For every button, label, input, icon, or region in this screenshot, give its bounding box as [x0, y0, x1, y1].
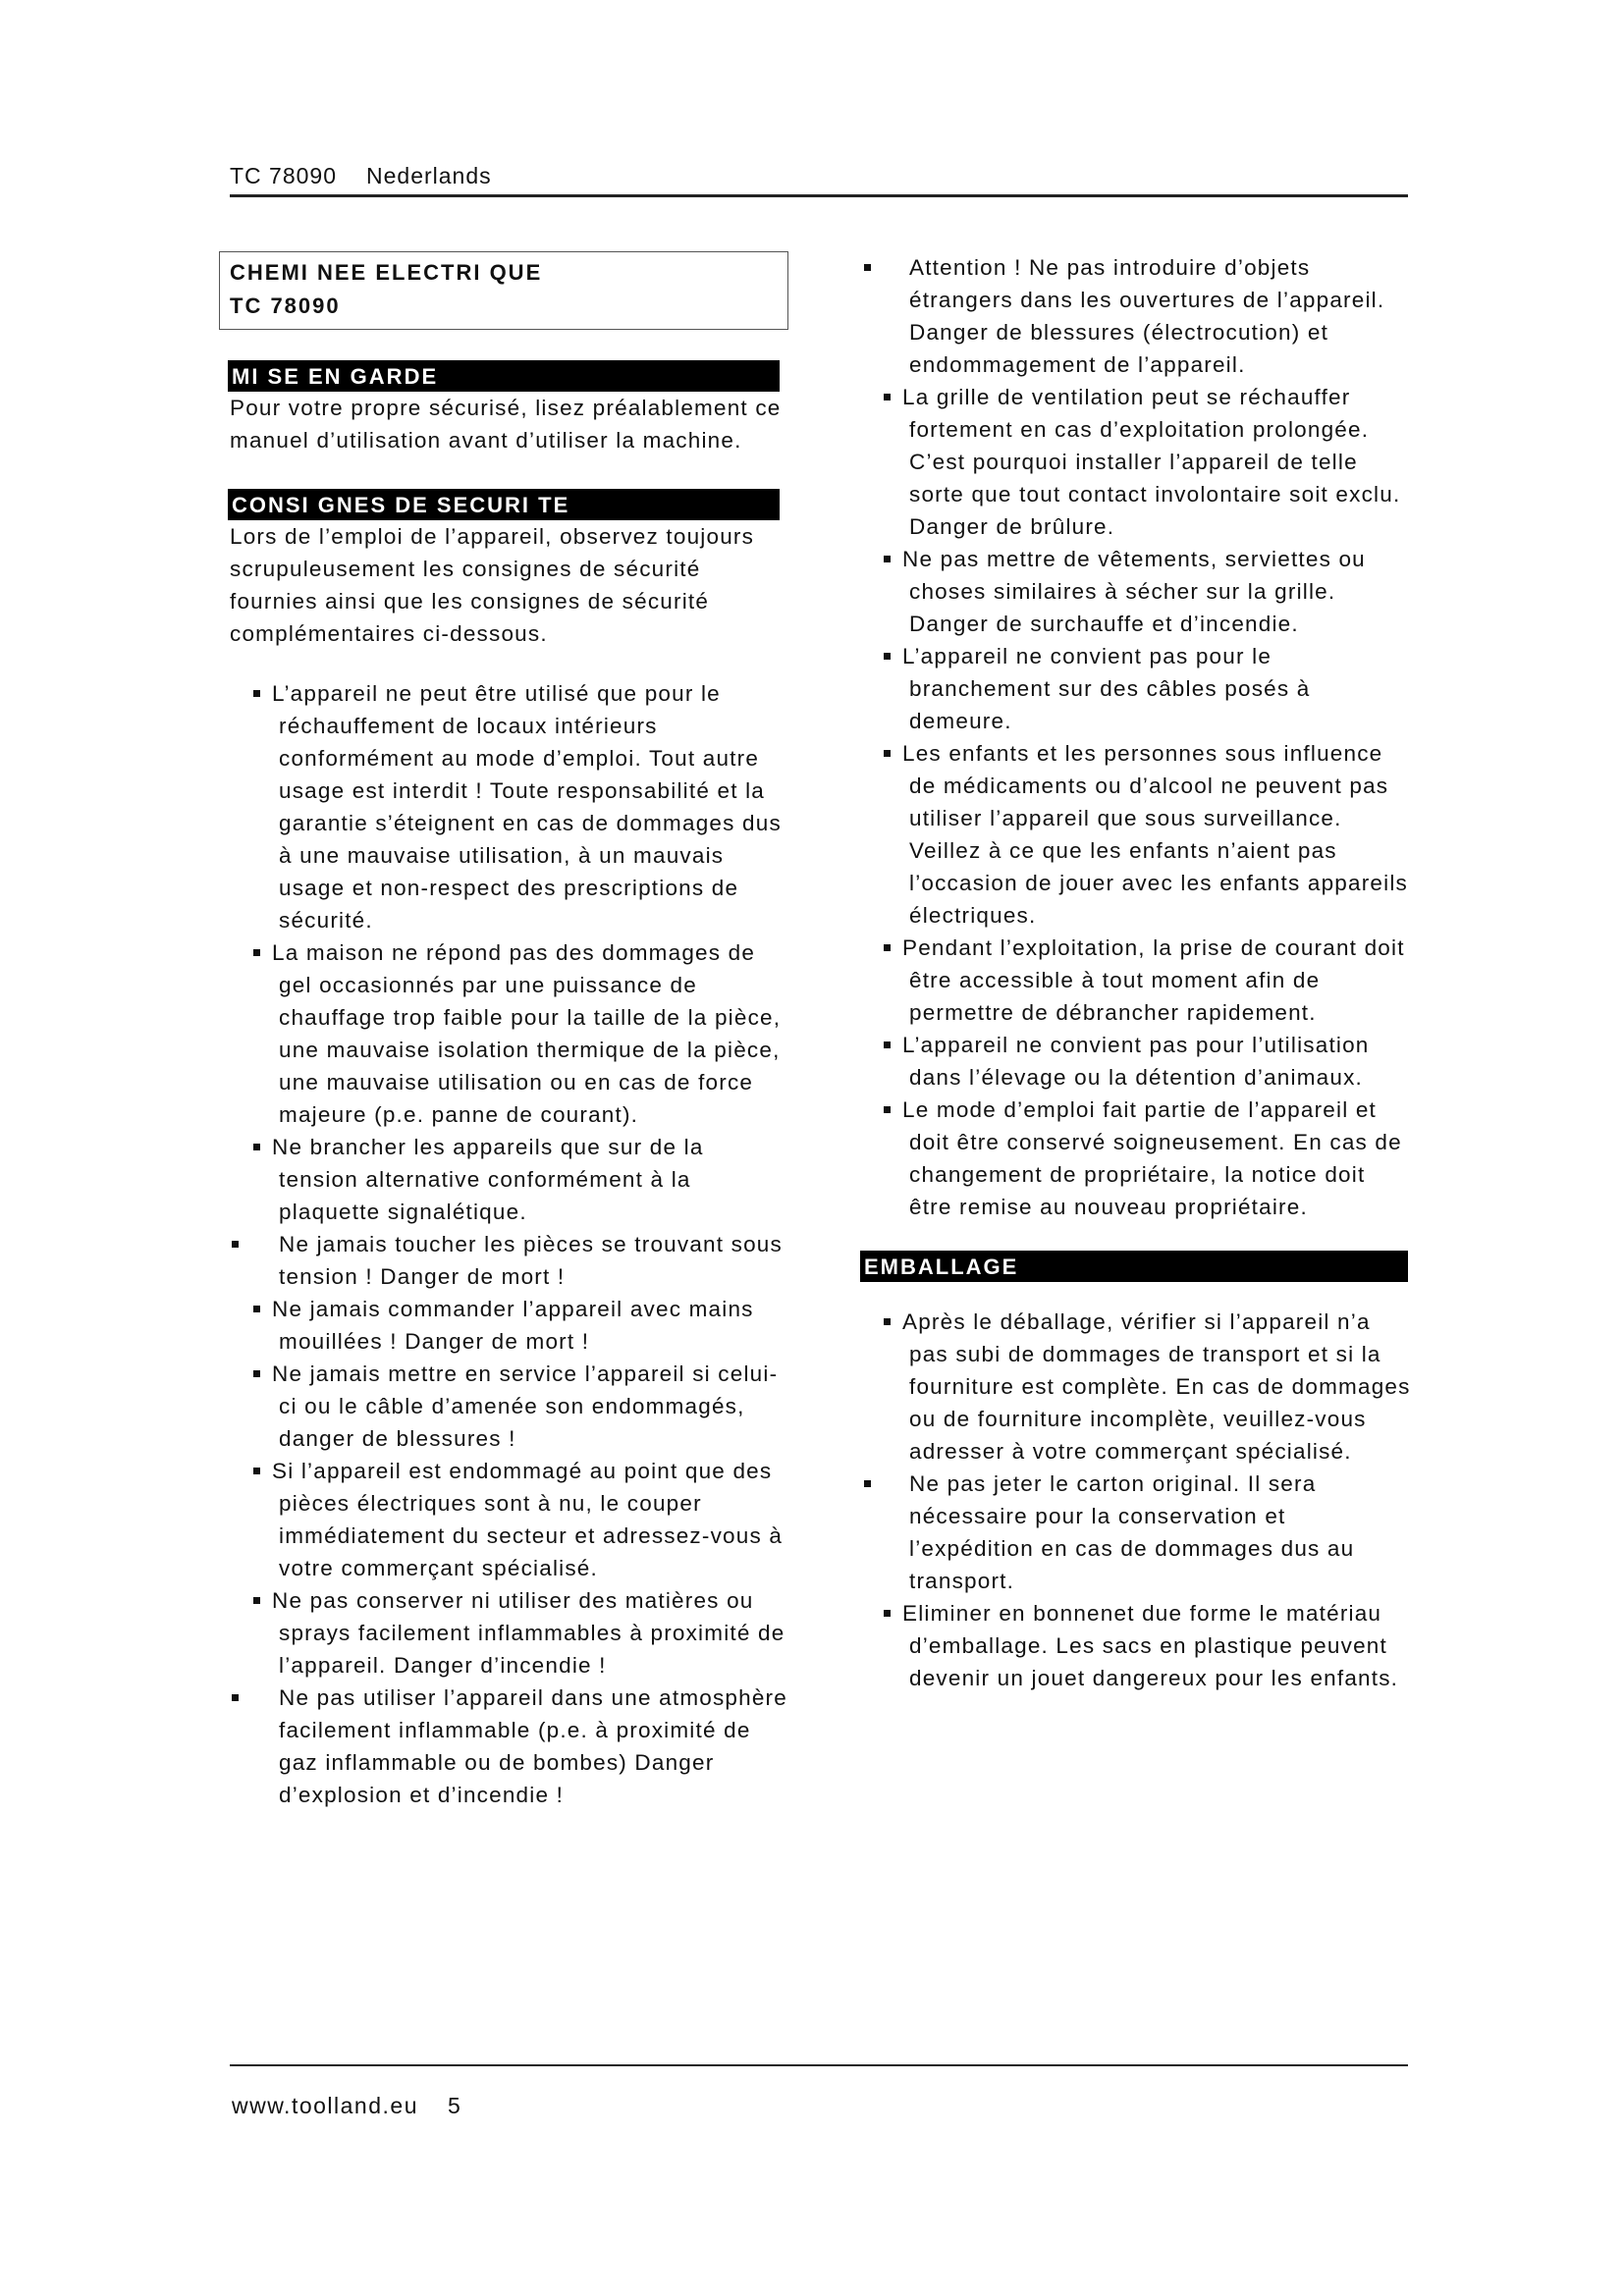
header-language: Nederlands	[366, 163, 492, 188]
mise-en-garde-text: Pour votre propre sécurisé, lisez préalablement ce manuel d’utilisation avant d’utiliser la machine.	[230, 396, 782, 453]
bullet-icon	[884, 653, 891, 660]
list-item: La maison ne répond pas des dommages de gel occasionnés par une puissance de chauffage trop faible pour la taille de la pièce, une mauvaise isolation thermique de la pièce, une mauvaise utilisation ou en cas de force majeure (p.e. panne de courant).	[230, 936, 789, 1131]
section-heading-emballage: EMBALLAGE	[860, 1251, 1408, 1282]
list-item: Eliminer en bonnenet due forme le matériau d’emballage. Les sacs en plastique peuvent devenir un jouet dangereux pour les enfants.	[862, 1597, 1412, 1694]
list-item: L’appareil ne peut être utilisé que pour le réchauffement de locaux intérieurs conformément au mode d’emploi. Tout autre usage est interdit ! Toute responsabilité et la garantie s’éteignent en cas de dommages dus à une mauvaise utilisation, à un mauvais usage et non-respect des prescriptions de sécurité.	[230, 677, 789, 936]
list-item: Ne pas mettre de vêtements, serviettes ou choses similaires à sécher sur la grille. Danger de surchauffe et d’incendie.	[862, 543, 1412, 640]
list-item: Attention ! Ne pas introduire d’objets étrangers dans les ouvertures de l’appareil. Danger de blessures (électrocution) et endommagement de l’appareil.	[862, 251, 1412, 381]
bullet-icon	[884, 556, 891, 562]
bullet-icon	[253, 1468, 260, 1474]
bullet-icon	[253, 949, 260, 956]
list-item: Après le déballage, vérifier si l’appareil n’a pas subi de dommages de transport et si la fourniture est complète. En cas de dommages ou de fourniture incomplète, veuillez-vous adresser à votre commerçant spécialisé.	[862, 1306, 1412, 1468]
list-item: Les enfants et les personnes sous influence de médicaments ou d’alcool ne peuvent pas utiliser l’appareil que sous surveillance. Veillez à ce que les enfants n’aient pas l’occasion de jouer avec les enfants appareils électriques.	[862, 737, 1412, 932]
list-item: Pendant l’exploitation, la prise de courant doit être accessible à tout moment afin de permettre de débrancher rapidement.	[862, 932, 1412, 1029]
bullet-icon	[884, 1106, 891, 1113]
bullet-icon	[253, 1144, 260, 1150]
list-item: L’appareil ne convient pas pour le branchement sur des câbles posés à demeure.	[862, 640, 1412, 737]
list-item: La grille de ventilation peut se réchauffer fortement en cas d’exploitation prolongée. C’est pourquoi installer l’appareil de telle sorte que tout contact involontaire soit exclu. Danger de brûlure.	[862, 381, 1412, 543]
page-footer	[232, 2089, 821, 2122]
bullet-icon	[253, 1370, 260, 1377]
consignes-list-left	[230, 677, 789, 1811]
header-rule	[230, 194, 1408, 197]
list-item: Ne jamais toucher les pièces se trouvant sous tension ! Danger de mort !	[230, 1228, 789, 1293]
section-heading-consignes: CONSI GNES DE SECURI TE	[228, 489, 780, 520]
consignes-list-right	[862, 251, 1412, 1223]
list-item: Ne brancher les appareils que sur de la tension alternative conformément à la plaquette signalétique.	[230, 1131, 789, 1228]
bullet-icon	[253, 690, 260, 697]
page-number: 5	[448, 2093, 462, 2118]
bullet-icon	[864, 1480, 871, 1487]
footer-url[interactable]: www.toolland.eu	[232, 2093, 418, 2118]
emballage-list	[862, 1306, 1412, 1694]
list-item: Ne pas utiliser l’appareil dans une atmosphère facilement inflammable (p.e. à proximité de gaz inflammable ou de bombes) Danger d’explosion et d’incendie !	[230, 1682, 789, 1811]
list-item: Ne jamais commander l’appareil avec mains mouillées ! Danger de mort !	[230, 1293, 789, 1358]
bullet-icon	[232, 1241, 239, 1248]
section-heading-mise-en-garde: MI SE EN GARDE	[228, 360, 780, 392]
footer-rule	[230, 2064, 1408, 2066]
list-item: L’appareil ne convient pas pour l’utilisation dans l’élevage ou la détention d’animaux.	[862, 1029, 1412, 1094]
left-column	[230, 251, 789, 1811]
bullet-icon	[884, 944, 891, 951]
bullet-icon	[884, 1610, 891, 1617]
consignes-intro: Lors de l’emploi de l’appareil, observez toujours scrupuleusement les consignes de sécurité fournies ainsi que les consignes de sécurité complémentaires ci-dessous.	[230, 524, 755, 646]
bullet-icon	[884, 750, 891, 757]
bullet-icon	[884, 394, 891, 400]
bullet-icon	[253, 1597, 260, 1604]
right-column	[862, 251, 1412, 1694]
list-item: Ne jamais mettre en service l’appareil si celui-ci ou le câble d’amenée son endommagés, danger de blessures !	[230, 1358, 789, 1455]
bullet-icon	[232, 1694, 239, 1701]
bullet-icon	[864, 264, 871, 271]
title-line-1: CHEMI NEE ELECTRI QUE	[230, 260, 543, 285]
bullet-icon	[253, 1306, 260, 1312]
list-item: Si l’appareil est endommagé au point que des pièces électriques sont à nu, le couper immédiatement du secteur et adressez-vous à votre commerçant spécialisé.	[230, 1455, 789, 1584]
list-item: Ne pas conserver ni utiliser des matières ou sprays facilement inflammables à proximité de l’appareil. Danger d’incendie !	[230, 1584, 789, 1682]
document-title-box	[219, 251, 788, 330]
header-model: TC 78090	[230, 163, 338, 188]
bullet-icon	[884, 1318, 891, 1325]
list-item: Le mode d’emploi fait partie de l’appareil et doit être conservé soigneusement. En cas de changement de propriétaire, la notice doit être remise au nouveau propriétaire.	[862, 1094, 1412, 1223]
list-item: Ne pas jeter le carton original. Il sera nécessaire pour la conservation et l’expédition en cas de dommages dus au transport.	[862, 1468, 1412, 1597]
title-line-2: TC 78090	[230, 294, 341, 318]
bullet-icon	[884, 1041, 891, 1048]
page-header	[230, 159, 1408, 192]
